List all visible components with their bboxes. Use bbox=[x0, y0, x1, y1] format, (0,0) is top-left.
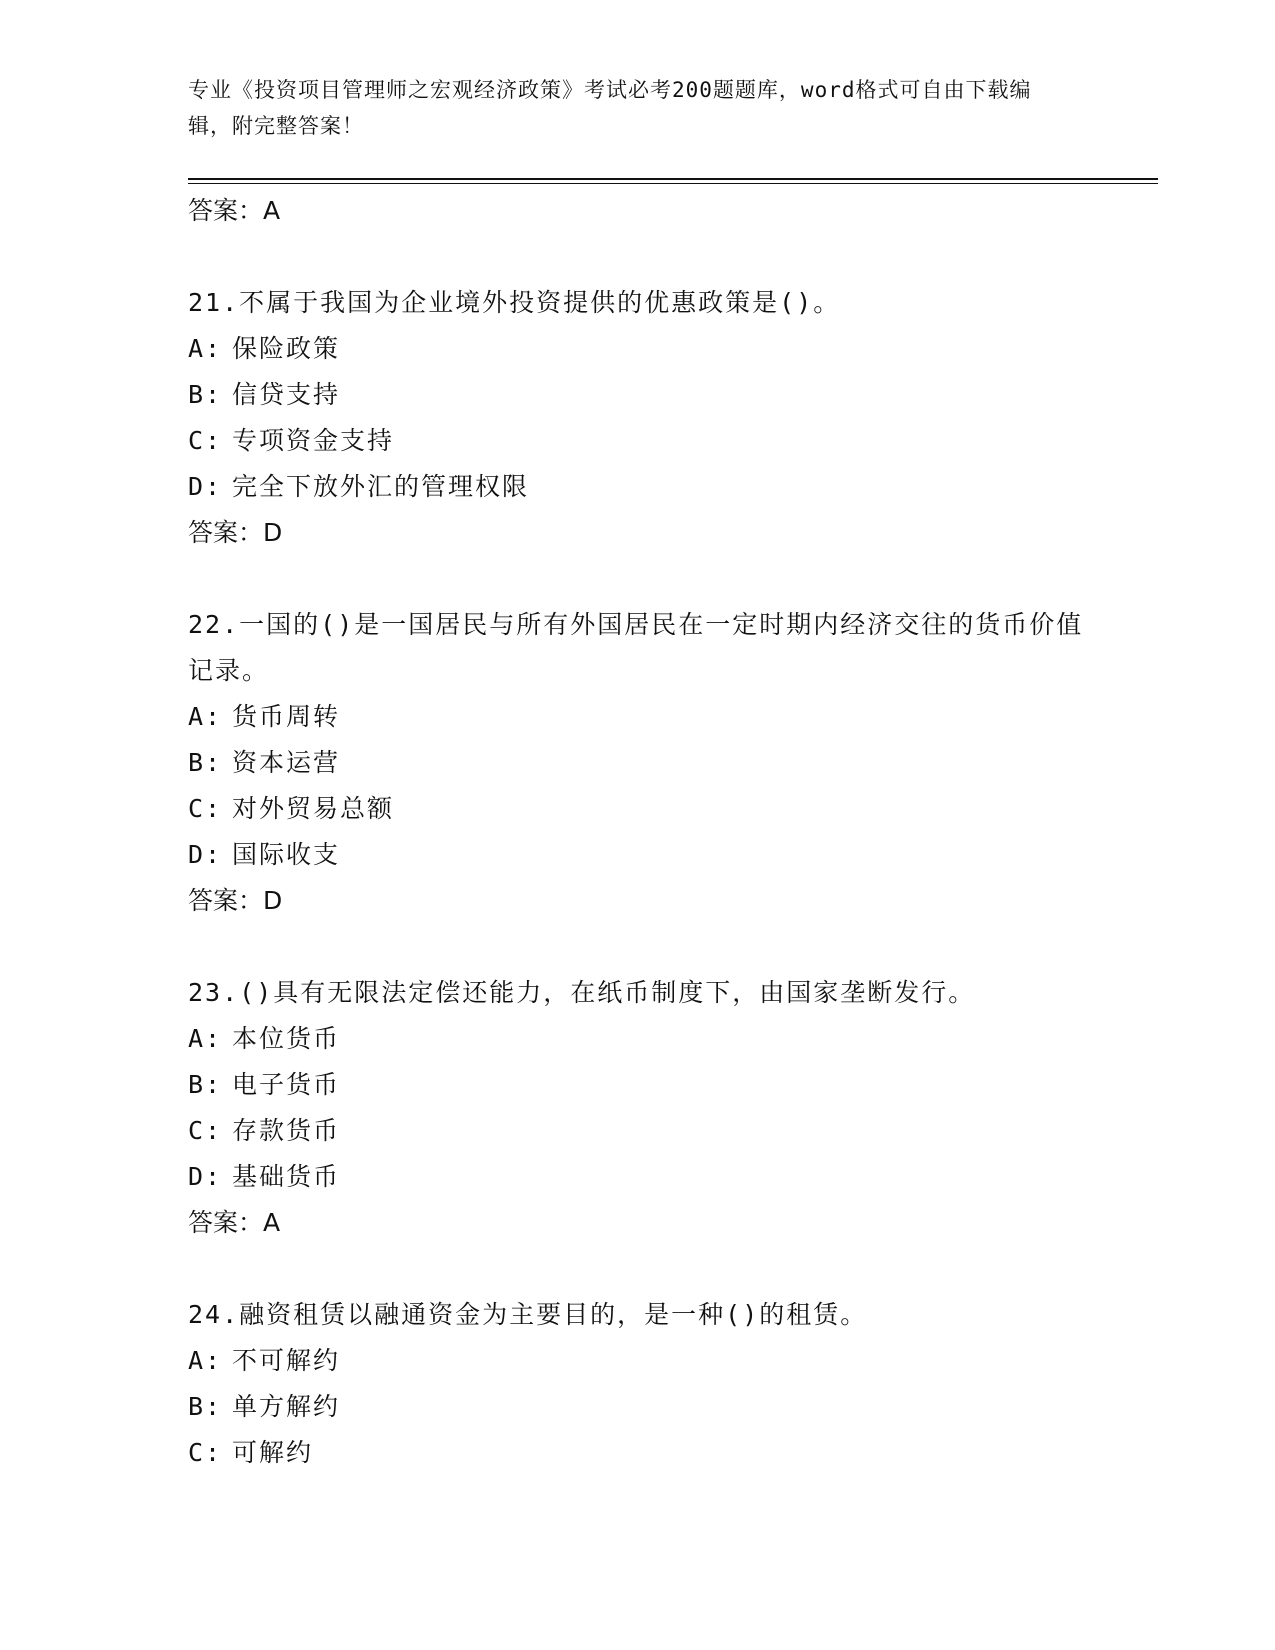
question-24 bbox=[188, 1292, 1088, 1476]
option-a bbox=[188, 1016, 1088, 1062]
option-label: 保险政策 bbox=[232, 334, 341, 363]
question-text: 23.()具有无限法定偿还能力，在纸币制度下，由国家垄断发行。 bbox=[188, 978, 976, 1007]
option-label: 本位货币 bbox=[232, 1024, 341, 1053]
answer-line: 答案：A bbox=[188, 1208, 281, 1237]
option-c bbox=[188, 1430, 1088, 1476]
question-text: 24.融资租赁以融通资金为主要目的，是一种()的租赁。 bbox=[188, 1300, 868, 1329]
option-b bbox=[188, 740, 1088, 786]
option-key: A: bbox=[188, 334, 223, 363]
option-key: A: bbox=[188, 702, 223, 731]
option-key: B: bbox=[188, 380, 223, 409]
option-label: 信贷支持 bbox=[232, 380, 341, 409]
question-text: 22.一国的()是一国居民与所有外国居民在一定时期内经济交往的货币价值记录。 bbox=[188, 610, 1084, 685]
option-d bbox=[188, 832, 1088, 878]
option-key: A: bbox=[188, 1346, 223, 1375]
option-label: 货币周转 bbox=[232, 702, 341, 731]
option-a bbox=[188, 326, 1088, 372]
option-key: B: bbox=[188, 748, 223, 777]
option-c bbox=[188, 418, 1088, 464]
option-label: 基础货币 bbox=[232, 1162, 341, 1191]
option-key: C: bbox=[188, 1116, 223, 1145]
question-21 bbox=[188, 280, 1088, 556]
option-key: D: bbox=[188, 1162, 223, 1191]
option-label: 国际收支 bbox=[232, 840, 341, 869]
option-key: C: bbox=[188, 426, 223, 455]
option-key: C: bbox=[188, 1438, 223, 1467]
option-label: 完全下放外汇的管理权限 bbox=[232, 472, 530, 501]
option-key: B: bbox=[188, 1392, 223, 1421]
option-label: 单方解约 bbox=[232, 1392, 341, 1421]
option-c bbox=[188, 786, 1088, 832]
option-key: C: bbox=[188, 794, 223, 823]
header-divider-thin bbox=[188, 183, 1158, 184]
answer-line: 答案：A bbox=[188, 196, 281, 225]
question-22 bbox=[188, 602, 1088, 924]
question-text: 21.不属于我国为企业境外投资提供的优惠政策是()。 bbox=[188, 288, 841, 317]
answer-line: 答案：D bbox=[188, 518, 283, 547]
option-a bbox=[188, 694, 1088, 740]
option-key: D: bbox=[188, 472, 223, 501]
option-b bbox=[188, 1384, 1088, 1430]
option-key: B: bbox=[188, 1070, 223, 1099]
option-key: D: bbox=[188, 840, 223, 869]
option-d bbox=[188, 1154, 1088, 1200]
option-label: 电子货币 bbox=[232, 1070, 341, 1099]
option-label: 资本运营 bbox=[232, 748, 341, 777]
option-label: 对外贸易总额 bbox=[232, 794, 395, 823]
question-list bbox=[188, 188, 1088, 1476]
option-a bbox=[188, 1338, 1088, 1384]
option-label: 可解约 bbox=[232, 1438, 314, 1467]
document-header: 专业《投资项目管理师之宏观经济政策》考试必考200题题库，word格式可自由下载编辑，附完整答案！ bbox=[188, 78, 1032, 138]
question-23 bbox=[188, 970, 1088, 1246]
option-label: 专项资金支持 bbox=[232, 426, 395, 455]
option-label: 不可解约 bbox=[232, 1346, 341, 1375]
option-b bbox=[188, 372, 1088, 418]
option-b bbox=[188, 1062, 1088, 1108]
option-key: A: bbox=[188, 1024, 223, 1053]
option-label: 存款货币 bbox=[232, 1116, 341, 1145]
header-divider-thick bbox=[188, 178, 1158, 180]
option-d bbox=[188, 464, 1088, 510]
option-c bbox=[188, 1108, 1088, 1154]
answer-line: 答案：D bbox=[188, 886, 283, 915]
